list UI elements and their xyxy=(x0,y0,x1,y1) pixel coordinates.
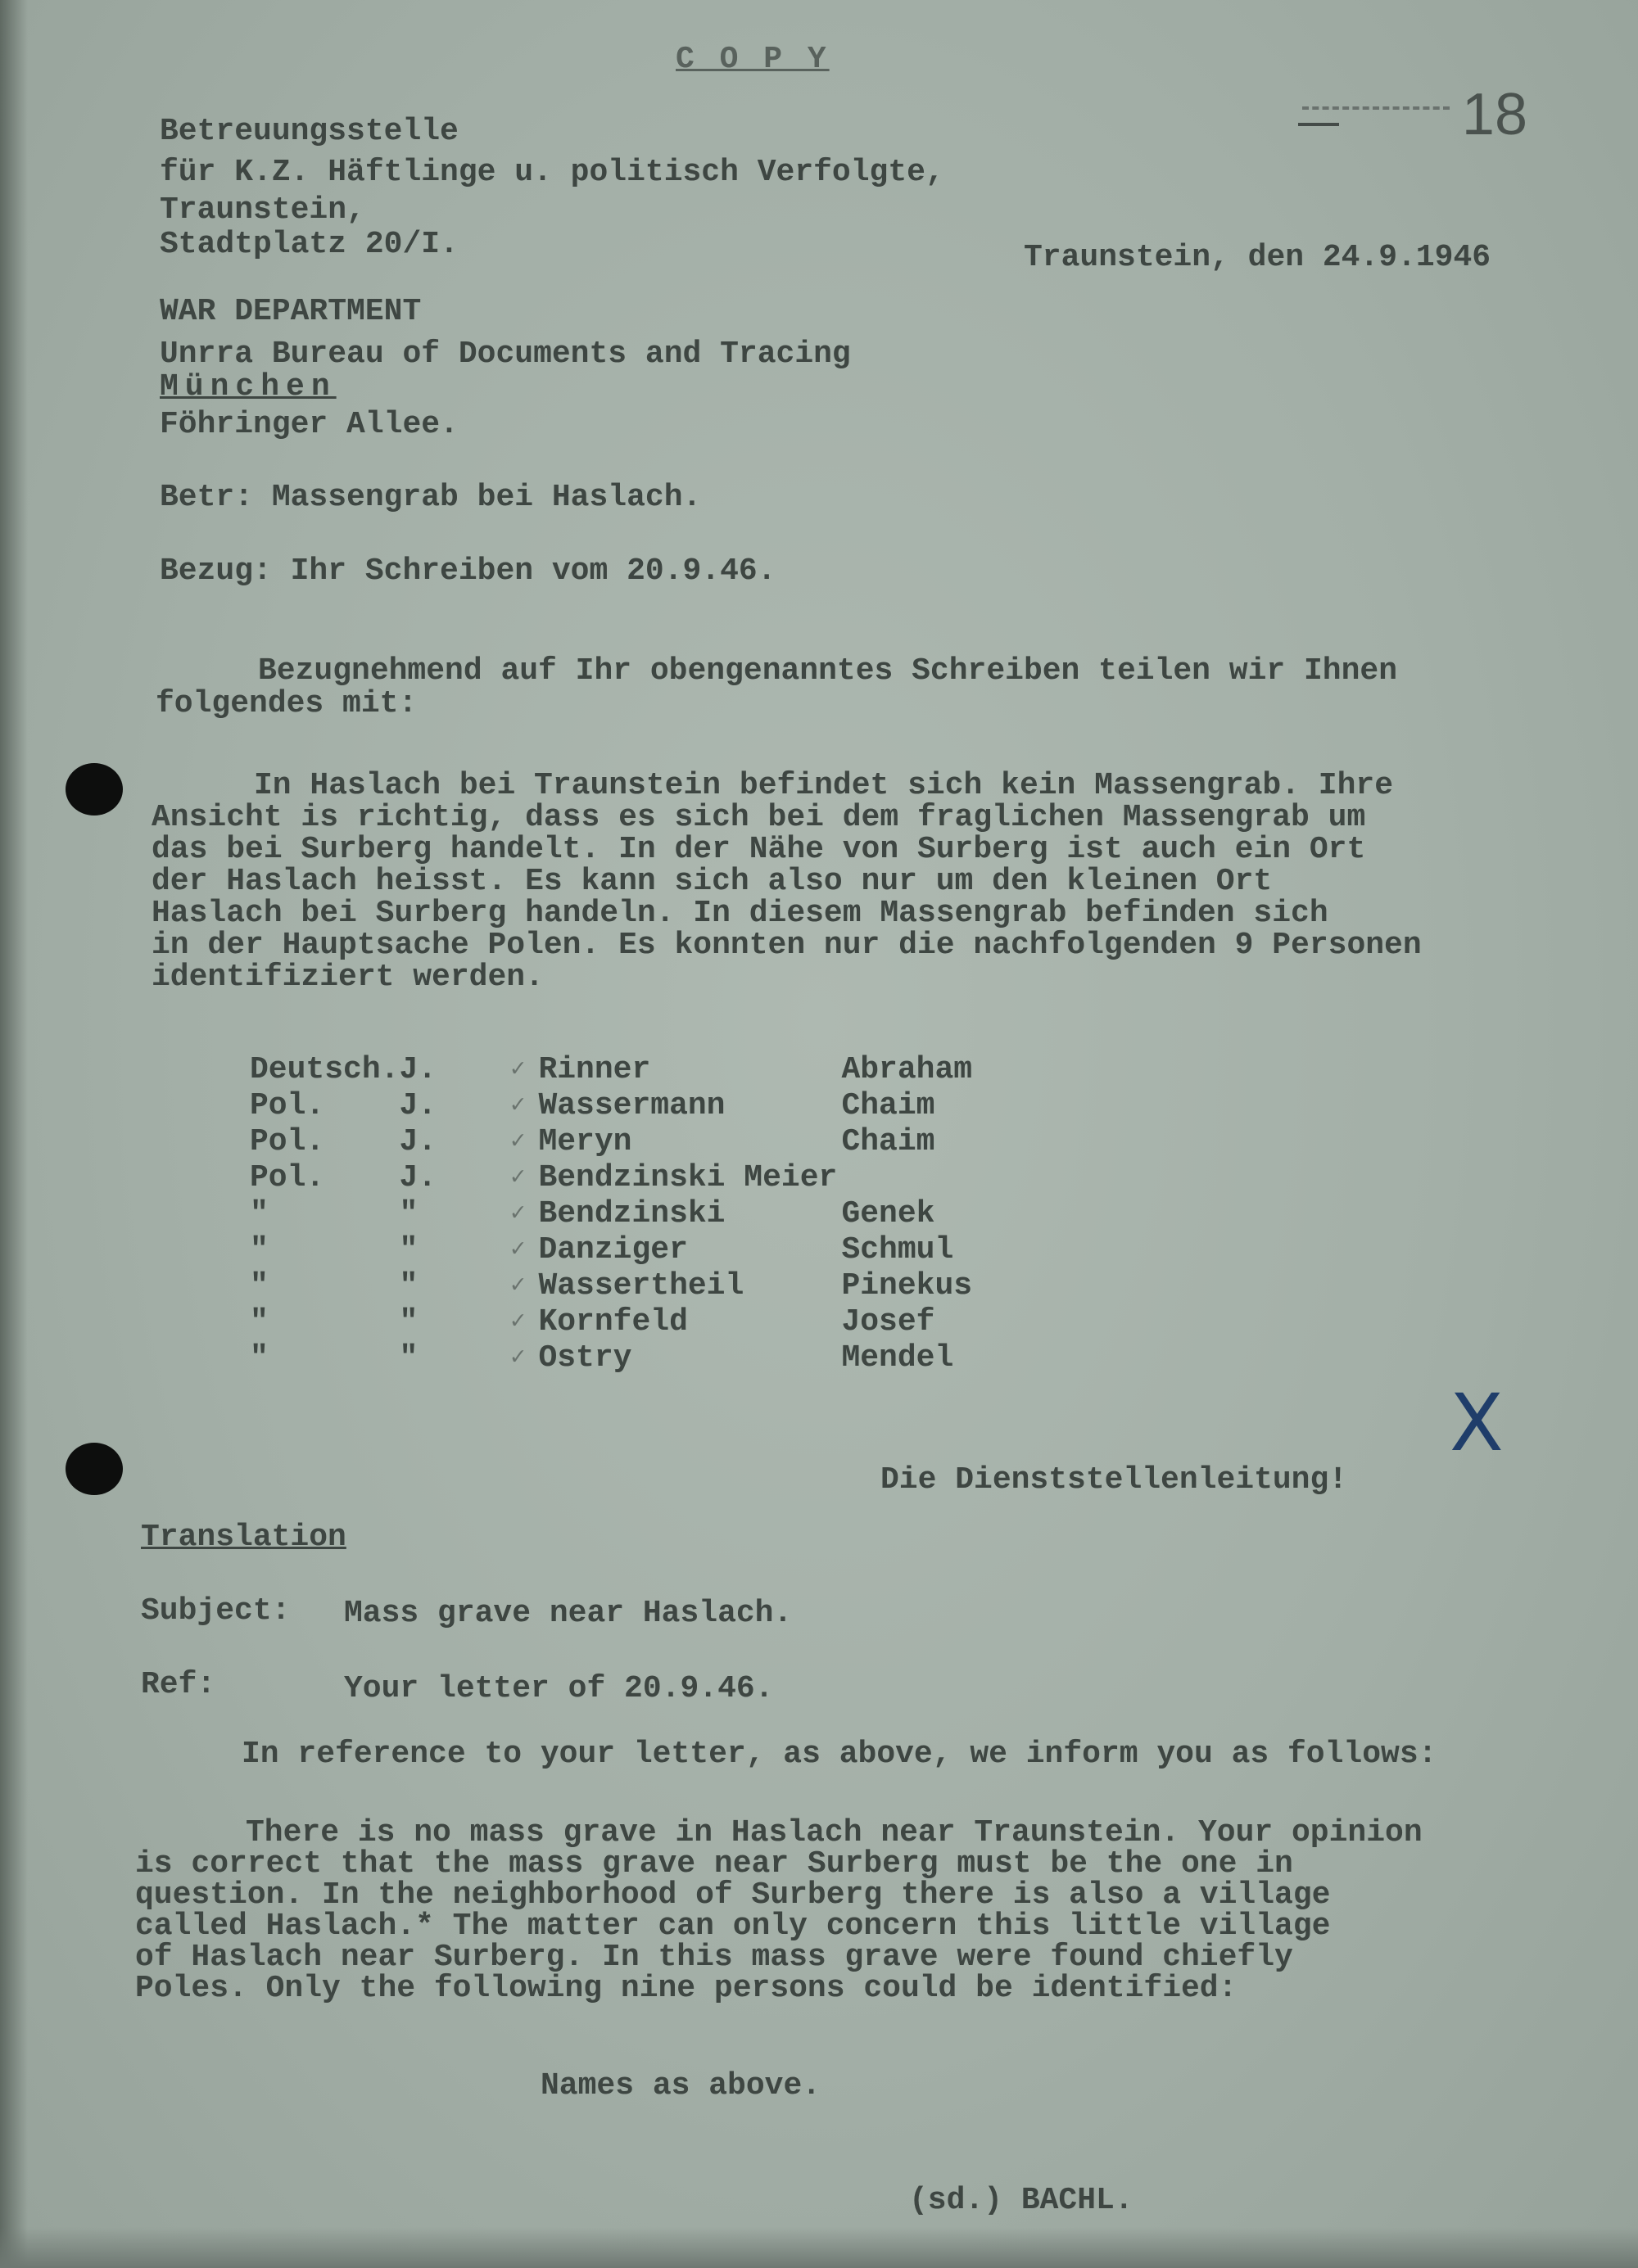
religion-cell: J. xyxy=(399,1088,437,1123)
recipient-line-3: München xyxy=(160,369,337,404)
translation-subject-text: Mass grave near Haslach. xyxy=(344,1596,793,1631)
german-body-line: identifiziert werden. xyxy=(152,960,544,995)
table-row xyxy=(250,1124,1005,1160)
surname-cell: Wassermann xyxy=(538,1088,726,1123)
table-row xyxy=(250,1160,1005,1196)
page-number: 18 xyxy=(1461,82,1527,147)
german-intro xyxy=(156,655,1397,721)
letter-date: Traunstein, den 24.9.1946 xyxy=(1024,240,1491,275)
table-row xyxy=(250,1232,1005,1268)
check-mark: ✓ xyxy=(510,1092,526,1120)
religion-cell: " xyxy=(399,1268,419,1303)
table-row xyxy=(250,1268,1005,1304)
punch-hole-top xyxy=(66,763,123,815)
nationality-cell: " xyxy=(250,1304,269,1340)
nationality-cell: " xyxy=(250,1268,269,1303)
pencil-annotation xyxy=(1302,106,1450,118)
recipient-line-1: WAR DEPARTMENT xyxy=(160,294,422,329)
translation-body-line: of Haslach near Surberg. In this mass grave were found chiefly xyxy=(135,1940,1293,1975)
pencil-dash xyxy=(1298,123,1339,126)
translation-body-line: question. In the neighborhood of Surberg there is also a village xyxy=(135,1877,1331,1913)
translation-ref-text: Your letter of 20.9.46. xyxy=(344,1671,774,1706)
first-name-cell: Schmul xyxy=(841,1232,954,1267)
surname-cell: Kornfeld xyxy=(538,1304,688,1340)
punch-hole-bottom xyxy=(66,1443,123,1495)
german-signature: Die Dienststellenleitung! xyxy=(880,1462,1348,1498)
first-name-cell: Chaim xyxy=(841,1124,935,1159)
nationality-cell: Pol. xyxy=(250,1160,325,1195)
german-body-line: der Haslach heisst. Es kann sich also nur um den kleinen Ort xyxy=(152,864,1273,899)
religion-cell: " xyxy=(399,1196,419,1231)
first-name-cell: Chaim xyxy=(841,1088,935,1123)
surname-cell: Bendzinski xyxy=(538,1196,726,1231)
translation-body-line: There is no mass grave in Haslach near Traunstein. Your opinion xyxy=(246,1815,1423,1850)
first-name-cell: Mendel xyxy=(841,1340,954,1376)
check-mark: ✓ xyxy=(510,1056,526,1084)
surname-cell: Wassertheil xyxy=(538,1268,744,1303)
sender-line-4: Stadtplatz 20/I. xyxy=(160,227,459,262)
first-name-cell: Josef xyxy=(841,1304,935,1340)
german-intro-line: folgendes mit: xyxy=(156,686,418,721)
surname-cell: Meryn xyxy=(538,1124,632,1159)
nationality-cell: " xyxy=(250,1340,269,1376)
recipient-line-4: Föhringer Allee. xyxy=(160,407,459,442)
religion-cell: J. xyxy=(399,1052,437,1087)
translation-intro: In reference to your letter, as above, we inform you as follows: xyxy=(242,1737,1437,1772)
german-body-line: Ansicht is richtig, dass es sich bei dem fraglichen Massengrab um xyxy=(152,800,1366,835)
german-body-line: Haslach bei Surberg handeln. In diesem Massengrab befinden sich xyxy=(152,896,1328,931)
surname-cell: Danziger xyxy=(538,1232,688,1267)
check-mark: ✓ xyxy=(510,1344,526,1372)
check-mark: ✓ xyxy=(510,1308,526,1336)
nationality-cell: " xyxy=(250,1232,269,1267)
translation-body-line: called Haslach.* The matter can only concern this little village xyxy=(135,1909,1331,1944)
first-name-cell: Pinekus xyxy=(841,1268,973,1303)
copy-heading: C O P Y xyxy=(676,42,830,77)
check-mark: ✓ xyxy=(510,1272,526,1300)
sender-line-3: Traunstein, xyxy=(160,192,365,228)
nationality-cell: " xyxy=(250,1196,269,1231)
surname-cell: Bendzinski Meier xyxy=(538,1160,838,1195)
first-name-cell: Abraham xyxy=(841,1052,973,1087)
sender-line-2: für K.Z. Häftlinge u. politisch Verfolgte, xyxy=(160,155,944,190)
translation-heading: Translation xyxy=(141,1520,346,1555)
table-row xyxy=(250,1088,1005,1124)
sender-line-1: Betreuungsstelle xyxy=(160,114,459,149)
religion-cell: " xyxy=(399,1304,419,1340)
recipient-line-2: Unrra Bureau of Documents and Tracing xyxy=(160,337,851,372)
translation-signature: (sd.) BACHL. xyxy=(909,2183,1133,2218)
check-mark: ✓ xyxy=(510,1200,526,1228)
religion-cell: " xyxy=(399,1340,419,1376)
nationality-cell: Pol. xyxy=(250,1088,325,1123)
surname-cell: Rinner xyxy=(538,1052,651,1087)
check-mark: ✓ xyxy=(510,1128,526,1156)
german-body-line: in der Hauptsache Polen. Es konnten nur die nachfolgenden 9 Personen xyxy=(152,928,1422,963)
check-mark: ✓ xyxy=(510,1236,526,1264)
german-body-line: das bei Surberg handelt. In der Nähe von Surberg ist auch ein Ort xyxy=(152,832,1366,867)
german-subject: Betr: Massengrab bei Haslach. xyxy=(160,480,702,515)
table-row xyxy=(250,1304,1005,1340)
table-row xyxy=(250,1052,1005,1088)
table-row xyxy=(250,1340,1005,1376)
religion-cell: J. xyxy=(399,1124,437,1159)
names-note: Names as above. xyxy=(541,2068,821,2103)
first-name-cell xyxy=(841,1160,1005,1196)
translation-body xyxy=(135,1815,1423,2006)
nationality-cell: Deutsch. xyxy=(250,1052,400,1087)
translation-subject-label: Subject: xyxy=(141,1593,291,1629)
german-body xyxy=(152,770,1422,993)
first-name-cell: Genek xyxy=(841,1196,935,1231)
religion-cell: " xyxy=(399,1232,419,1267)
nationality-cell: Pol. xyxy=(250,1124,325,1159)
check-mark: ✓ xyxy=(510,1164,526,1192)
german-body-line: In Haslach bei Traunstein befindet sich kein Massengrab. Ihre xyxy=(254,768,1394,803)
translation-ref-label: Ref: xyxy=(141,1667,216,1702)
religion-cell: J. xyxy=(399,1160,437,1195)
surname-cell: Ostry xyxy=(538,1340,632,1376)
table-row xyxy=(250,1196,1005,1232)
blue-x-mark: X xyxy=(1450,1377,1504,1469)
german-intro-line: Bezugnehmend auf Ihr obengenanntes Schreiben teilen wir Ihnen xyxy=(258,653,1398,689)
persons-table xyxy=(250,1052,1005,1376)
german-reference: Bezug: Ihr Schreiben vom 20.9.46. xyxy=(160,553,776,589)
translation-body-line: Poles. Only the following nine persons could be identified: xyxy=(135,1971,1238,2006)
translation-body-line: is correct that the mass grave near Surberg must be the one in xyxy=(135,1846,1293,1882)
